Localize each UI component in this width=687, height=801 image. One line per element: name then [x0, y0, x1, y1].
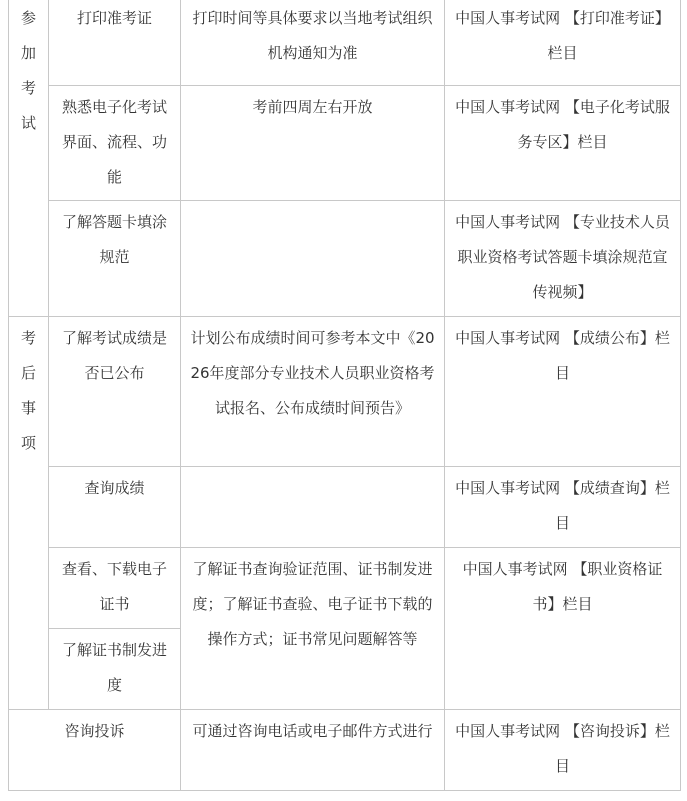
requirement-cell: 打印时间等具体要求以当地考试组织机构通知为准	[181, 0, 445, 86]
table-row	[9, 317, 681, 467]
table-row	[9, 201, 681, 317]
requirement-cell	[181, 467, 445, 548]
channel-cell: 中国人事考试网 【成绩公布】栏目	[445, 317, 681, 467]
table-row	[9, 548, 681, 629]
table-row	[9, 710, 681, 791]
stage-cell-exam	[9, 0, 49, 317]
requirement-cell: 考前四周左右开放	[181, 86, 445, 201]
requirement-cell: 了解证书查询验证范围、证书制发进度；了解证书查验、电子证书下载的操作方式；证书常见问题解答等	[181, 548, 445, 710]
stage-label: 考后事项	[20, 329, 36, 452]
requirement-cell: 可通过咨询电话或电子邮件方式进行	[181, 710, 445, 791]
channel-cell: 中国人事考试网 【咨询投诉】栏目	[445, 710, 681, 791]
stage-label: 参加考试	[20, 9, 36, 132]
exam-guide-table	[8, 0, 681, 791]
stage-cell-after-exam	[9, 317, 49, 710]
task-cell: 了解考试成绩是否已公布	[49, 317, 181, 467]
table-row	[9, 0, 681, 86]
table-row	[9, 467, 681, 548]
table-row	[9, 86, 681, 201]
channel-cell: 中国人事考试网 【成绩查询】栏目	[445, 467, 681, 548]
task-cell: 咨询投诉	[9, 710, 181, 791]
requirement-cell: 计划公布成绩时间可参考本文中《2026年度部分专业技术人员职业资格考试报名、公布成绩时间预告》	[181, 317, 445, 467]
channel-cell: 中国人事考试网 【打印准考证】栏目	[445, 0, 681, 86]
channel-cell: 中国人事考试网 【电子化考试服务专区】栏目	[445, 86, 681, 201]
task-cell: 了解答题卡填涂规范	[49, 201, 181, 317]
task-cell: 打印准考证	[49, 0, 181, 86]
channel-cell: 中国人事考试网 【专业技术人员职业资格考试答题卡填涂规范宣传视频】	[445, 201, 681, 317]
task-cell: 查看、下载电子证书	[49, 548, 181, 629]
task-cell: 查询成绩	[49, 467, 181, 548]
task-cell: 熟悉电子化考试界面、流程、功能	[49, 86, 181, 201]
task-cell: 了解证书制发进度	[49, 629, 181, 710]
channel-cell: 中国人事考试网 【职业资格证书】栏目	[445, 548, 681, 710]
requirement-cell	[181, 201, 445, 317]
